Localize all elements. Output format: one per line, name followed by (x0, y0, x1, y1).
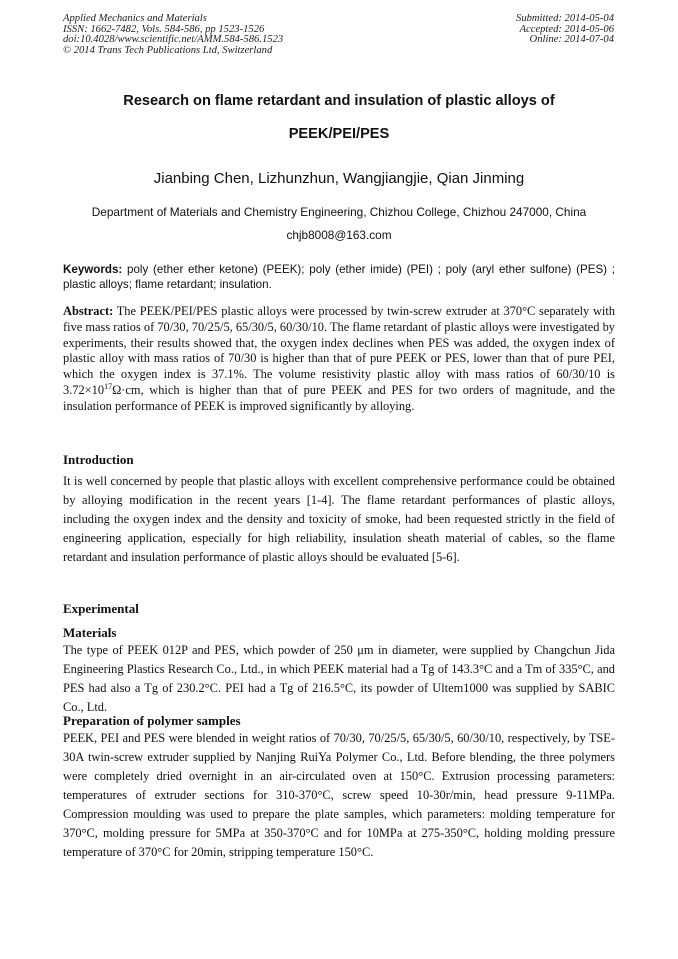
keywords-text: poly (ether ether ketone) (PEEK); poly (ether imide) (PEI) ; poly (aryl ether sulfone) (PES) ; plastic alloys; flame retardant; insulation. (63, 263, 615, 291)
issn-line: ISSN: 1662-7482, Vols. 584-586, pp 1523-1526 (63, 23, 265, 35)
preparation-text: PEEK, PEI and PES were blended in weight ratios of 70/30, 70/25/5, 65/30/5, 60/30/10, respectively, by TSE-30A twin-screw extruder supplied by Nanjing RuiYa Polymer Co., Ltd. Before blending, the three polymers were completely dried overnight in an air-circulated oven at 150°C. Extrusion processing parameters: temperatures of extruder sections for 310-370°C, screw speed 10-30r/min, head pressure 9-11MPa. Compression moulding was used to prepare the plate samples, which parameters: molding temperature for 370°C, molding pressure for 5MPa at 350-370°C and for 10MPa at 275-350°C, holding molding pressure temperature of 370°C for 20min, stripping temperature 150°C. (63, 731, 615, 859)
introduction-heading: Introduction (63, 452, 134, 467)
online-date: Online: 2014-07-04 (529, 34, 614, 46)
materials-text: The type of PEEK 012P and PES, which powder of 250 μm in diameter, were supplied by Changchun Jida Engineering Plastics Research Co., Ltd., in which PEEK material had a Tg of 143.3°C and a Tm of 335°C, and PES had also a Tg of 230.2°C. PEI had a Tg of 216.5°C, its powder of Ultem1000 was supplied by SABIC Co., Ltd. (63, 643, 615, 714)
publication-dates (516, 14, 614, 46)
experimental-heading: Experimental (63, 601, 139, 616)
authors: Jianbing Chen, Lizhunzhun, Wangjiangjie, Qian Jinming (153, 170, 525, 187)
abstract-text-2: Ω·cm, which is higher than that of pure PEEK and PES for two orders of magnitude, and the insulation performance of PEEK is improved significantly by alloying. (63, 382, 615, 413)
abstract-text-1: The PEEK/PEI/PES plastic alloys were processed by twin-screw extruder at 370°C separately with five mass ratios of 70/30, 70/25/5, 65/30/5, 60/30/10. The flame retardant of plastic alloys were investigated by experiments, their results showed that, the oxygen index declines when PES was added, the oxygen index of plastic alloy with mass ratios of 70/30 is higher than that of pure PEEK or PES, lower than that of pure PEI, which the oxygen index is 37.1%. The volume resistivity plastic alloy with mass ratios of 60/30/10 is 3.72×10 (63, 304, 615, 397)
paper-title-line-2: PEEK/PEI/PES (288, 126, 390, 142)
keywords (63, 262, 615, 292)
email: chjb8008@163.com (286, 228, 392, 242)
introduction-text: It is well concerned by people that plastic alloys with excellent comprehensive performance could be obtained by alloying modification in the recent years [1-4]. The flame retardant performances of plastic alloys, including the oxygen index and the density and toxicity of smoke, had been requested strictly in the field of engineering application, especially for high reliability, insulation sheath material of cables, so the flame retardant and insulation performance of plastic alloys should be evaluated [5-6]. (63, 474, 615, 564)
abstract-label: Abstract: (63, 304, 114, 318)
affiliation: Department of Materials and Chemistry Engineering, Chizhou College, Chizhou 247000, China (91, 205, 587, 219)
journal-info (63, 14, 283, 56)
submitted-date: Submitted: 2014-05-04 (516, 13, 614, 24)
abstract (63, 304, 615, 415)
preparation-heading: Preparation of polymer samples (63, 713, 241, 728)
abstract-exponent: 17 (104, 381, 113, 391)
keywords-label: Keywords: (63, 263, 123, 276)
accepted-date: Accepted: 2014-05-06 (519, 23, 614, 35)
materials-heading: Materials (63, 625, 117, 640)
doi-line: doi:10.4028/www.scientific.net/AMM.584-586.1523 (63, 34, 284, 46)
journal-name: Applied Mechanics and Materials (63, 13, 207, 24)
copyright-line: © 2014 Trans Tech Publications Ltd, Switzerland (63, 44, 273, 56)
paper-title-line-1: Research on flame retardant and insulation of plastic alloys of (123, 93, 555, 109)
